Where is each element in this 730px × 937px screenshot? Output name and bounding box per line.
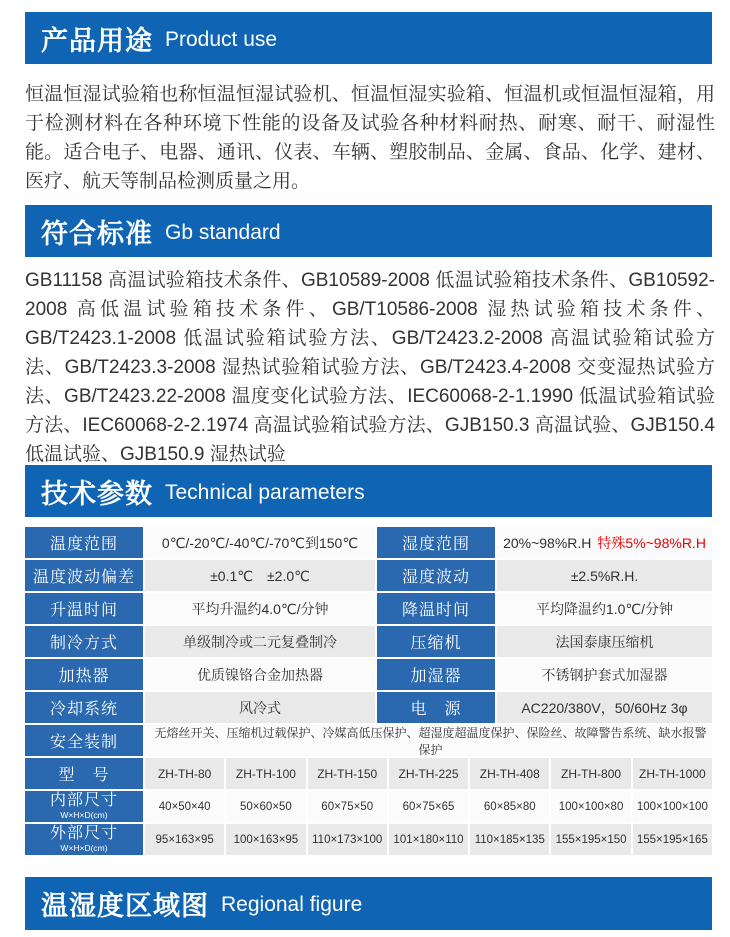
spec-label: 降温时间 — [377, 593, 495, 624]
spec-label: 湿度范围 — [377, 527, 495, 558]
spec-value: 平均降温约1.0℃/分钟 — [497, 593, 712, 624]
model-cell: ZH-TH-408 — [470, 758, 549, 789]
spec-label-model: 型 号 — [25, 758, 143, 789]
spec-label: 加湿器 — [377, 659, 495, 690]
tech-params-title-zh: 技术参数 — [41, 478, 153, 509]
outer-dim-cell: 110×185×135 — [470, 824, 549, 855]
model-cell: ZH-TH-1000 — [633, 758, 712, 789]
inner-dim-cell: 100×100×100 — [633, 791, 712, 822]
outer-dim-cell: 101×180×110 — [389, 824, 468, 855]
regional-title-zh: 温湿度区域图 — [41, 891, 209, 921]
spec-label-safety: 安全装制 — [25, 725, 143, 756]
spec-label: 湿度波动 — [377, 560, 495, 591]
outer-dim-cell: 110×173×100 — [308, 824, 387, 855]
spec-label: 电 源 — [377, 692, 495, 723]
model-cell: ZH-TH-150 — [308, 758, 387, 789]
inner-dim-cell: 60×85×80 — [470, 791, 549, 822]
section-header-regional-figure — [25, 877, 712, 930]
inner-dims-label: 内部尺寸 — [49, 792, 118, 810]
spec-value: 0℃/-20℃/-40℃/-70℃到150℃ — [145, 527, 375, 558]
spec-label: 加热器 — [25, 659, 143, 690]
outer-dims-row — [145, 824, 712, 855]
outer-dim-cell: 155×195×165 — [633, 824, 712, 855]
spec-label: 制冷方式 — [25, 626, 143, 657]
product-use-paragraph: 恒温恒湿试验箱也称恒温恒湿试验机、恒温恒湿实验箱、恒温机或恒温恒湿箱，用于检测材料在各种环境下性能的设备及试验各种材料耐热、耐寒、耐干、耐湿性能。适合电子、电器、通讯、仪表、车辆、塑胶制品、金属、食品、化学、建材、医疗、航天等制品检测质量之用。 — [25, 84, 715, 192]
spec-value: 风冷式 — [145, 692, 375, 723]
spec-label: 温度范围 — [25, 527, 143, 558]
spec-label: 冷却系统 — [25, 692, 143, 723]
spec-value: 单级制冷或二元复叠制冷 — [145, 626, 375, 657]
section-header-gb-standard — [25, 205, 712, 257]
gb-standard-title-zh: 符合标准 — [41, 218, 153, 249]
outer-dims-label: 外部尺寸 — [49, 825, 118, 843]
spec-value: ±2.5%R.H. — [497, 560, 712, 591]
gb-standard-title-en: Gb standard — [165, 220, 281, 244]
humidity-range-special: 特殊5%~98%R.H — [597, 534, 706, 551]
spec-label: 升温时间 — [25, 593, 143, 624]
spec-value: ±0.1℃ ±2.0℃ — [145, 560, 375, 591]
inner-dim-cell: 60×75×65 — [389, 791, 468, 822]
spec-value: 法国泰康压缩机 — [497, 626, 712, 657]
gb-standard-paragraph: GB11158 高温试验箱技术条件、GB10589-2008 低温试验箱技术条件、GB10592-2008 高低温试验箱技术条件、GB/T10586-2008 湿热试验箱技术条件、GB/T2423.1-2008 低温试验箱试验方法、GB/T2423.2-2008 高温试验箱试验方法、GB/T2423.3-2008 湿热试验箱试验方法、GB/T2423.4-2008 交变湿热试验方法、GB/T2423.22-2008 温度变化试验方法、IEC60068-2-1.1990 低温试验箱试验方法、IEC60068-2-2.1974 高温试验箱试验方法、GJB150.3 高温试验、GJB150.4 低温试验、GJB150.9 湿热试验 — [25, 270, 715, 465]
spec-label-inner-dims — [25, 791, 143, 822]
inner-dim-cell: 50×60×50 — [226, 791, 305, 822]
spec-value: AC220/380V，50/60Hz 3φ — [497, 692, 712, 723]
model-cell: ZH-TH-100 — [226, 758, 305, 789]
inner-dim-cell: 40×50×40 — [145, 791, 224, 822]
regional-title-en: Regional figure — [221, 893, 363, 916]
model-cell: ZH-TH-80 — [145, 758, 224, 789]
outer-dim-cell: 100×163×95 — [226, 824, 305, 855]
spec-label: 温度波动偏差 — [25, 560, 143, 591]
spec-value: 优质镍铬合金加热器 — [145, 659, 375, 690]
spec-label: 压缩机 — [377, 626, 495, 657]
outer-dims-unit: W×H×D(cm) — [60, 843, 108, 854]
spec-table — [25, 527, 712, 855]
outer-dim-cell: 155×195×150 — [551, 824, 630, 855]
spec-label-outer-dims — [25, 824, 143, 855]
product-use-title-zh: 产品用途 — [41, 25, 153, 56]
inner-dims-row — [145, 791, 712, 822]
inner-dims-unit: W×H×D(cm) — [60, 810, 108, 821]
inner-dim-cell: 60×75×50 — [308, 791, 387, 822]
section-header-product-use — [25, 12, 712, 64]
model-cell: ZH-TH-225 — [389, 758, 468, 789]
spec-value-safety: 无熔丝开关、压缩机过载保护、冷媒高低压保护、超湿度超温度保护、保险丝、故障警告系统、缺水报警保护 — [145, 725, 712, 756]
spec-value-humidity-range — [497, 527, 712, 558]
model-cell: ZH-TH-800 — [551, 758, 630, 789]
section-header-tech-params — [25, 465, 712, 517]
outer-dim-cell: 95×163×95 — [145, 824, 224, 855]
spec-value: 平均升温约4.0℃/分钟 — [145, 593, 375, 624]
inner-dim-cell: 100×100×80 — [551, 791, 630, 822]
product-use-title-en: Product use — [165, 27, 278, 51]
humidity-range-normal: 20%~98%R.H — [503, 534, 592, 551]
model-row — [145, 758, 712, 789]
spec-value: 不锈钢护套式加湿器 — [497, 659, 712, 690]
tech-params-title-en: Technical parameters — [165, 480, 365, 504]
